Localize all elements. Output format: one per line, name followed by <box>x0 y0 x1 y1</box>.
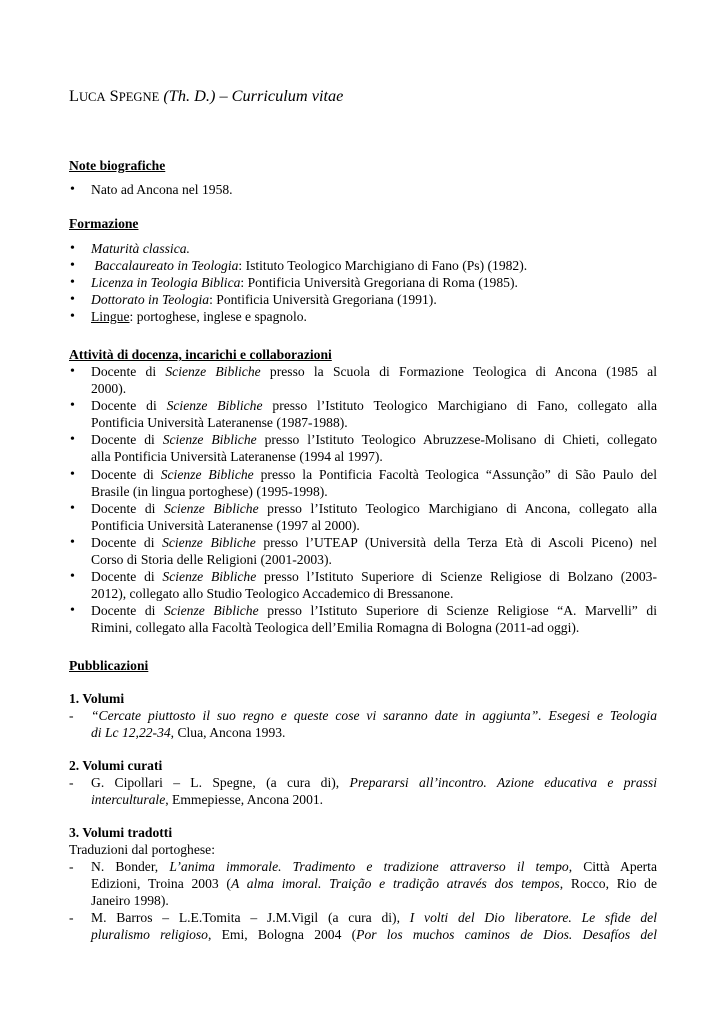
subheading-volumi: 1. Volumi <box>69 691 125 706</box>
list-item: • Docente di Scienze Bibliche presso l’Istituto Superiore di Scienze Religiose di Bolzano (2003- 2012), collegato allo Studio Teologico Accademico di Bressanone. <box>69 568 657 602</box>
attivita-list <box>69 363 657 637</box>
note-biografiche-list <box>69 181 657 198</box>
degree: (Th. D.) <box>163 86 216 105</box>
list-item: • Docente di Scienze Bibliche presso l’Istituto Teologico Abruzzese-Molisano di Chieti, collegato alla Pontificia Università Lateranense (1994 al 1997). <box>69 431 657 465</box>
page-title: LUCA SPEGNE (Th. D.) – Curriculum vitae <box>69 86 344 105</box>
tradotti-intro: Traduzioni dal portoghese: <box>69 842 215 857</box>
volumi-list <box>69 707 657 741</box>
list-item: - N. Bonder, L’anima immorale. Tradimento e tradizione attraverso il tempo, Città Aperta Edizioni, Troina 2003 (A alma imoral. Traição e tradição através dos tempos, Rocco, Rio de Janeiro 1998). <box>69 858 657 909</box>
list-item: • Docente di Scienze Bibliche presso l’Istituto Superiore di Scienze Religiose “A. Marvelli” di Rimini, collegato alla Facoltà Teologica dell’Emilia Romagna di Bologna (2011-ad oggi). <box>69 602 657 636</box>
volumi-curati-list <box>69 774 657 808</box>
section-heading-formazione: Formazione <box>69 216 139 231</box>
title-subtitle: – Curriculum vitae <box>219 86 344 105</box>
subheading-volumi-curati: 2. Volumi curati <box>69 758 163 773</box>
list-item: • Docente di Scienze Bibliche presso l’Istituto Teologico Marchigiano di Fano, collegato alla Pontificia Università Lateranense (1987-1988). <box>69 397 657 431</box>
name-first-initial: L <box>69 86 79 105</box>
formazione-list <box>69 240 657 325</box>
list-item: • Dottorato in Teologia: Pontificia Università Gregoriana (1991). <box>69 291 657 308</box>
list-item: • Baccalaureato in Teologia: Istituto Teologico Marchigiano di Fano (Ps) (1982). <box>69 257 657 274</box>
list-item: - “Cercate piuttosto il suo regno e queste cose vi saranno date in aggiunta”. Esegesi e Teologia di Lc 12,22-34, Clua, Ancona 1993. <box>69 707 657 741</box>
volumi-tradotti-list <box>69 858 657 943</box>
list-item: • Docente di Scienze Bibliche presso l’UTEAP (Università della Terza Età di Ascoli Piceno) nel Corso di Storia delle Religioni (2001-2003). <box>69 534 657 568</box>
section-heading-note-biografiche: Note biografiche <box>69 158 166 173</box>
list-item: - M. Barros – L.E.Tomita – J.M.Vigil (a cura di), I volti del Dio liberatore. Le sfide del pluralismo religioso, Emi, Bologna 2004 (Por los muchos caminos de Dios. Desafíos del <box>69 909 657 943</box>
subheading-volumi-tradotti: 3. Volumi tradotti <box>69 825 173 840</box>
list-item: • Maturità classica. <box>69 240 657 257</box>
list-item: • Docente di Scienze Bibliche presso la Scuola di Formazione Teologica di Ancona (1985 al 2000). <box>69 363 657 397</box>
name-first-rest: UCA <box>78 90 106 104</box>
section-heading-attivita: Attività di docenza, incarichi e collaborazioni <box>69 347 332 362</box>
list-item: • Lingue: portoghese, inglese e spagnolo. <box>69 308 657 325</box>
list-item: • Licenza in Teologia Biblica: Pontificia Università Gregoriana di Roma (1985). <box>69 274 657 291</box>
section-heading-pubblicazioni: Pubblicazioni <box>69 658 149 673</box>
list-item: • Docente di Scienze Bibliche presso l’Istituto Teologico Marchigiano di Ancona, collegato alla Pontificia Università Lateranense (1997 al 2000). <box>69 500 657 534</box>
list-item: • Docente di Scienze Bibliche presso la Pontificia Facoltà Teologica “Assunção” di São Paulo del Brasile (in lingua portoghese) (1995-1998). <box>69 466 657 500</box>
list-item: - G. Cipollari – L. Spegne, (a cura di), Prepararsi all’incontro. Azione educativa e prassi interculturale, Emmepiesse, Ancona 2001. <box>69 774 657 808</box>
list-item: • Nato ad Ancona nel 1958. <box>69 181 657 198</box>
